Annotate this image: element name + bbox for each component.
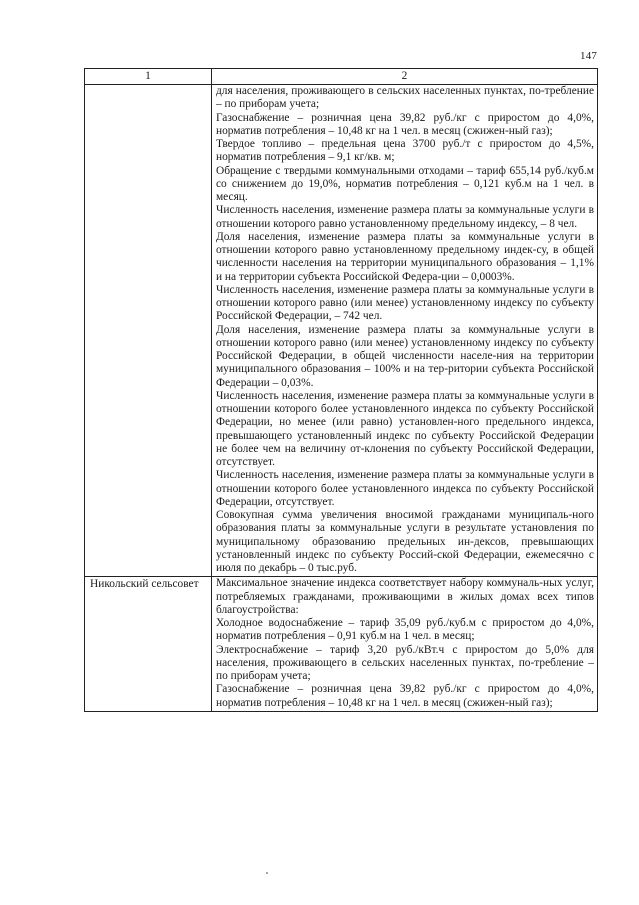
paragraph: Численность населения, изменение размера платы за коммунальные услуги в отношении которого более установленного индекса по субъекту Российской Федерации, но менее (или равно) установлен-ного предельного индекса, превышающего установленный индекс по субъекту Российской Федерации не более чем на величину от-клонения по субъекту Российской Федерации, отсутствует. (215, 389, 594, 468)
document-table (84, 68, 598, 712)
paragraph: Газоснабжение – розничная цена 39,82 руб./кг с приростом до 4,0%, норматив потребления – 10,48 кг на 1 чел. в месяц (сжижен-ный газ); (215, 683, 594, 709)
paragraph: Численность населения, изменение размера платы за коммунальные услуги в отношении которого равно установленному предельному индексу, – 8 чел. (215, 204, 594, 230)
paragraph: для населения, проживающего в сельских населенных пунктах, по-требление – по приборам учета; (215, 85, 594, 111)
paragraph: Максимальное значение индекса соответствует набору коммуналь-ных услуг, потребляемых гражданами, проживающими в жилых домах всех типов благоустройства: (215, 577, 594, 616)
paragraph: Электроснабжение – тариф 3,20 руб./кВт.ч с приростом до 5,0% для населения, проживающего в сельских населенных пунктах, по-требление – по приборам учета; (215, 643, 594, 682)
paragraph: Численность населения, изменение размера платы за коммунальные услуги в отношении которого более установленного индекса по субъекту Российской Федерации, отсутствует. (215, 469, 594, 508)
municipality-cell: Никольский сельсовет (85, 577, 212, 712)
table-row (85, 85, 598, 577)
paragraph: Доля населения, изменение размера платы за коммунальные услуги в отношении которого равно установленному предельному индек-су, в общей численности населения на территории муниципального образования – 1,1% и на территории субъекта Российской Федера-ции – 0,0003%. (215, 230, 594, 283)
indicator-cell (211, 577, 597, 712)
table-row (85, 577, 598, 712)
paragraph: Твердое топливо – предельная цена 3700 руб./т с приростом до 4,5%, норматив потребления – 9,1 кг/кв. м; (215, 138, 594, 164)
column-header-1: 1 (85, 69, 212, 85)
paragraph: Газоснабжение – розничная цена 39,82 руб./кг с приростом до 4,0%, норматив потребления – 10,48 кг на 1 чел. в месяц (сжижен-ный газ); (215, 111, 594, 137)
column-header-2: 2 (211, 69, 597, 85)
scan-speck (266, 872, 268, 874)
indicator-cell (211, 85, 597, 577)
paragraph: Численность населения, изменение размера платы за коммунальные услуги в отношении которого равно (или менее) установленному индексу по субъекту Российской Федерации, – 742 чел. (215, 283, 594, 323)
paragraph: Доля населения, изменение размера платы за коммунальные услуги в отношении которого равно (или менее) установленному индексу по субъекту Российской Федерации, в общей численности населе-ния на территории муниципального образования – 100% и на тер-ритории субъекта Российской Федерации – 0,03%. (215, 323, 594, 389)
municipality-cell (85, 85, 212, 577)
paragraph: Совокупная сумма увеличения вносимой гражданами муниципаль-ного образования платы за коммунальные услуги в результате установления по муниципальному образованию предельных ин-дексов, превышающих установленный индекс по субъекту Россий-ской Федерации, ежемесячно с июля по декабрь – 0 тыс.руб. (215, 509, 594, 574)
page-number: 147 (580, 50, 598, 62)
paragraph: Обращение с твердыми коммунальными отходами – тариф 655,14 руб./куб.м со снижением до 19,0%, норматив потребления – 0,121 куб.м на 1 чел. в месяц. (215, 164, 594, 203)
table-header-row (85, 69, 598, 85)
paragraph: Холодное водоснабжение – тариф 35,09 руб./куб.м с приростом до 4,0%, норматив потребления – 0,91 куб.м на 1 чел. в месяц; (215, 617, 594, 643)
